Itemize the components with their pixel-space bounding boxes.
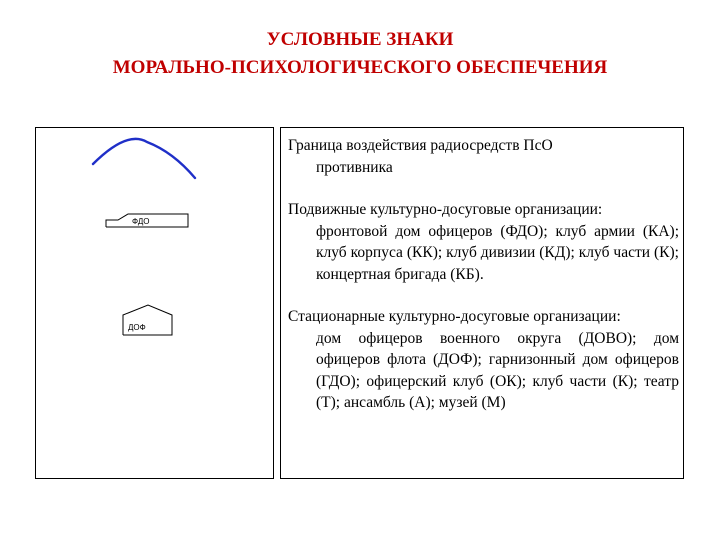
stationary-club-dof-icon — [120, 302, 176, 338]
page-title-line-1: УСЛОВНЫЕ ЗНАКИ — [266, 29, 454, 50]
entry-stationary-organizations — [288, 306, 679, 414]
entry-stationary-list: дом офицеров военного округа (ДОВО); дом офицеров флота (ДОФ); гарнизонный дом офицеров (ГДО); офицерский клуб (ОК); клуб части (К); театр (Т); ансамбль (А); музей (М) — [316, 329, 679, 411]
entry-boundary-first-line — [288, 135, 679, 157]
entry-boundary — [288, 135, 679, 178]
word: ПсО — [523, 137, 553, 154]
page-title-line-2: МОРАЛЬНО-ПСИХОЛОГИЧЕСКОГО ОБЕСПЕЧЕНИЯ — [112, 57, 608, 78]
entry-boundary-rest: противника — [316, 158, 393, 176]
entry-mobile-organizations — [288, 199, 679, 285]
fdo-symbol-label: ФДО — [132, 217, 150, 226]
descriptions-panel — [280, 127, 684, 479]
entry-mobile-list: фронтовой дом офицеров (ФДО); клуб армии (КА); клуб корпуса (КК); клуб дивизии (КД); клуб части (К); концертная бригада (КБ). — [316, 222, 679, 283]
word: воздействия — [346, 137, 427, 154]
word: радиосредств — [430, 137, 520, 154]
symbols-panel — [35, 127, 274, 479]
word: Граница — [288, 137, 343, 154]
mobile-club-fdo-icon — [104, 206, 194, 230]
entry-mobile-heading: Подвижные культурно-досуговые организации: — [288, 201, 603, 218]
boundary-arc-icon — [91, 138, 201, 180]
entry-stationary-heading: Стационарные культурно-досуговые организации: — [288, 308, 621, 325]
dof-symbol-label: ДОФ — [128, 323, 146, 332]
